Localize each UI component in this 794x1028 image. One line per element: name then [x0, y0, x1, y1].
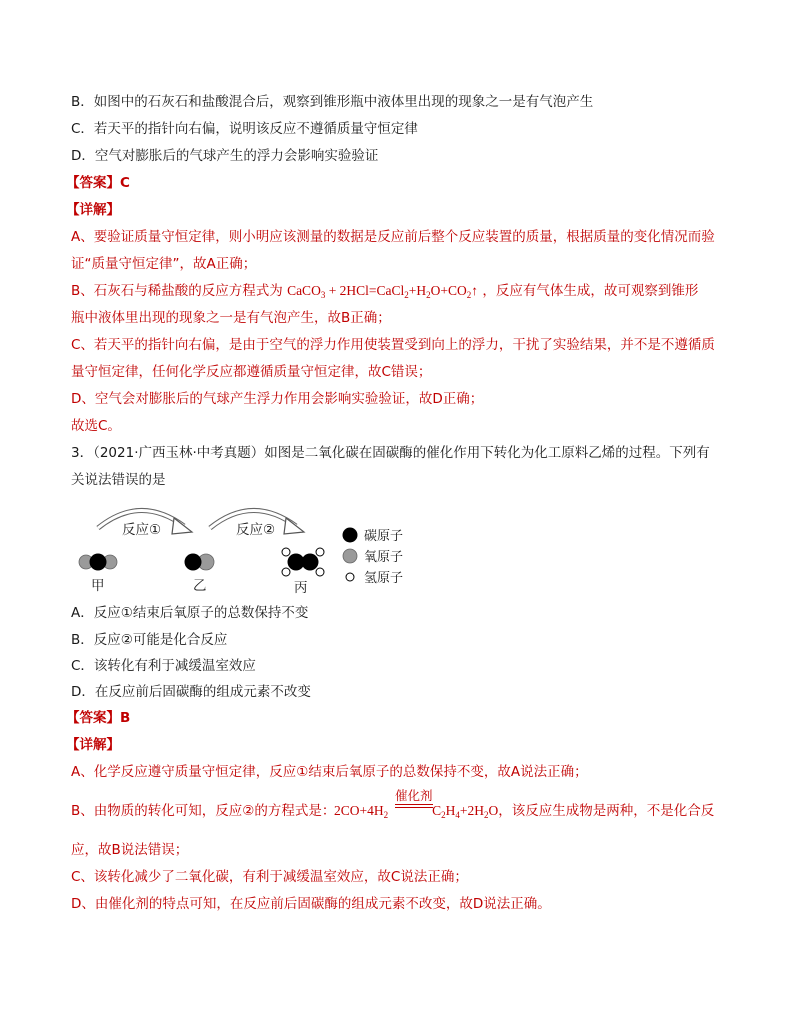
label-jia: 甲: [91, 578, 105, 594]
label-bing: 丙: [294, 580, 308, 596]
caco3-equation: CaCO$_3$ + $2HCl=CaCl_2+H_2O+CO_2↑$: [287, 283, 479, 300]
q3-explain-a: A、化学反应遵守质量守恒定律，反应①结束后氧原子的总数保持不变，故A说法正确；: [71, 764, 588, 780]
legend-hydrogen-swatch: [346, 573, 354, 581]
q2-explain-b-line2: 瓶中液体里出现的现象之一是有气泡产生，故B正确；: [71, 310, 391, 326]
ethylene-equation: $2CO+4H_2$ $C_2H_4+2H_2O$，该反应生成物是两种，不是化合反: [334, 803, 715, 820]
reaction-diagram: [70, 500, 430, 596]
q2-explain-b-line1: [71, 281, 698, 305]
legend-carbon-swatch: [343, 528, 358, 543]
legend-carbon-label: 碳原子: [364, 529, 404, 544]
q3-option-b: B．反应②可能是化合反应: [71, 632, 228, 648]
q3-option-a: A．反应①结束后氧原子的总数保持不变: [71, 605, 309, 621]
q2-b-suffix: ，反应有气体生成，故可观察到锥形: [482, 283, 699, 299]
legend-oxygen-swatch: [343, 549, 357, 563]
q2-explain-c-line2: 量守恒定律，任何化学反应都遵循质量守恒定律，故C错误；: [71, 364, 432, 380]
q2-b-prefix: B、石灰石与稀盐酸的反应方程式为: [71, 283, 283, 299]
q2-option-d: D．空气对膨胀后的气球产生的浮力会影响实验验证: [71, 148, 379, 164]
q3-option-c: C．该转化有利于减缓温室效应: [71, 658, 256, 674]
legend-hydrogen-label: 氢原子: [364, 571, 404, 586]
legend-oxygen-label: 氧原子: [364, 550, 404, 565]
q2-detail-heading: 【详解】: [66, 202, 120, 218]
q2-explain-a-line1: A、要验证质量守恒定律，则小明应该测量的数据是反应前后整个反应装置的质量，根据质量的变化情况而验: [71, 229, 715, 245]
reaction2-label: 反应②: [236, 522, 276, 538]
q3-detail-heading: 【详解】: [66, 737, 120, 753]
co2-molecule: [79, 554, 117, 571]
ethylene-molecule: [282, 548, 324, 576]
label-yi: 乙: [193, 578, 207, 594]
q3-explain-b-line2: 应，故B说法错误；: [71, 842, 189, 858]
q3-answer: 【答案】B: [66, 710, 131, 726]
q2-option-c: C．若天平的指针向右偏，说明该反应不遵循质量守恒定律: [71, 121, 418, 137]
q2-conclusion: 故选C。: [71, 418, 121, 434]
catalyst-label: 催化剂: [395, 788, 433, 803]
q3-explain-d: D、由催化剂的特点可知，在反应前后固碳酶的组成元素不改变，故D说法正确。: [71, 896, 551, 912]
q3-explain-c: C、该转化减少了二氧化碳，有利于减缓温室效应，故C说法正确；: [71, 869, 468, 885]
legend: [343, 528, 404, 587]
q3-option-d: D．在反应前后固碳酶的组成元素不改变: [71, 684, 311, 700]
co-molecule: [185, 554, 215, 571]
q2-explain-d: D、空气会对膨胀后的气球产生浮力作用会影响实验验证，故D正确；: [71, 391, 484, 407]
reaction1-arrowhead: [172, 518, 192, 534]
q3-stem-line1: 3．（2021·广西玉林·中考真题）如图是二氧化碳在固碳酶的催化作用下转化为化工原料乙烯的过程。下列有: [71, 445, 710, 461]
q2-explain-c-line1: C、若天平的指针向右偏，是由于空气的浮力作用使装置受到向上的浮力，干扰了实验结果，并不是不遵循质: [71, 337, 715, 353]
q3-stem-line2: 关说法错误的是: [71, 472, 166, 488]
q3-explain-b-prefix: B、由物质的转化可知，反应②的方程式是：: [71, 803, 336, 819]
q3-b-suffix: ，该反应生成物是两种，不是化合反: [498, 803, 715, 819]
q2-explain-a-line2: 证“质量守恒定律”，故A正确；: [71, 256, 257, 272]
q2-answer: 【答案】C: [66, 175, 130, 191]
reaction1-label: 反应①: [122, 522, 162, 538]
reaction2-arrowhead: [284, 518, 304, 534]
q2-option-b: B．如图中的石灰石和盐酸混合后，观察到锥形瓶中液体里出现的现象之一是有气泡产生: [71, 94, 594, 110]
